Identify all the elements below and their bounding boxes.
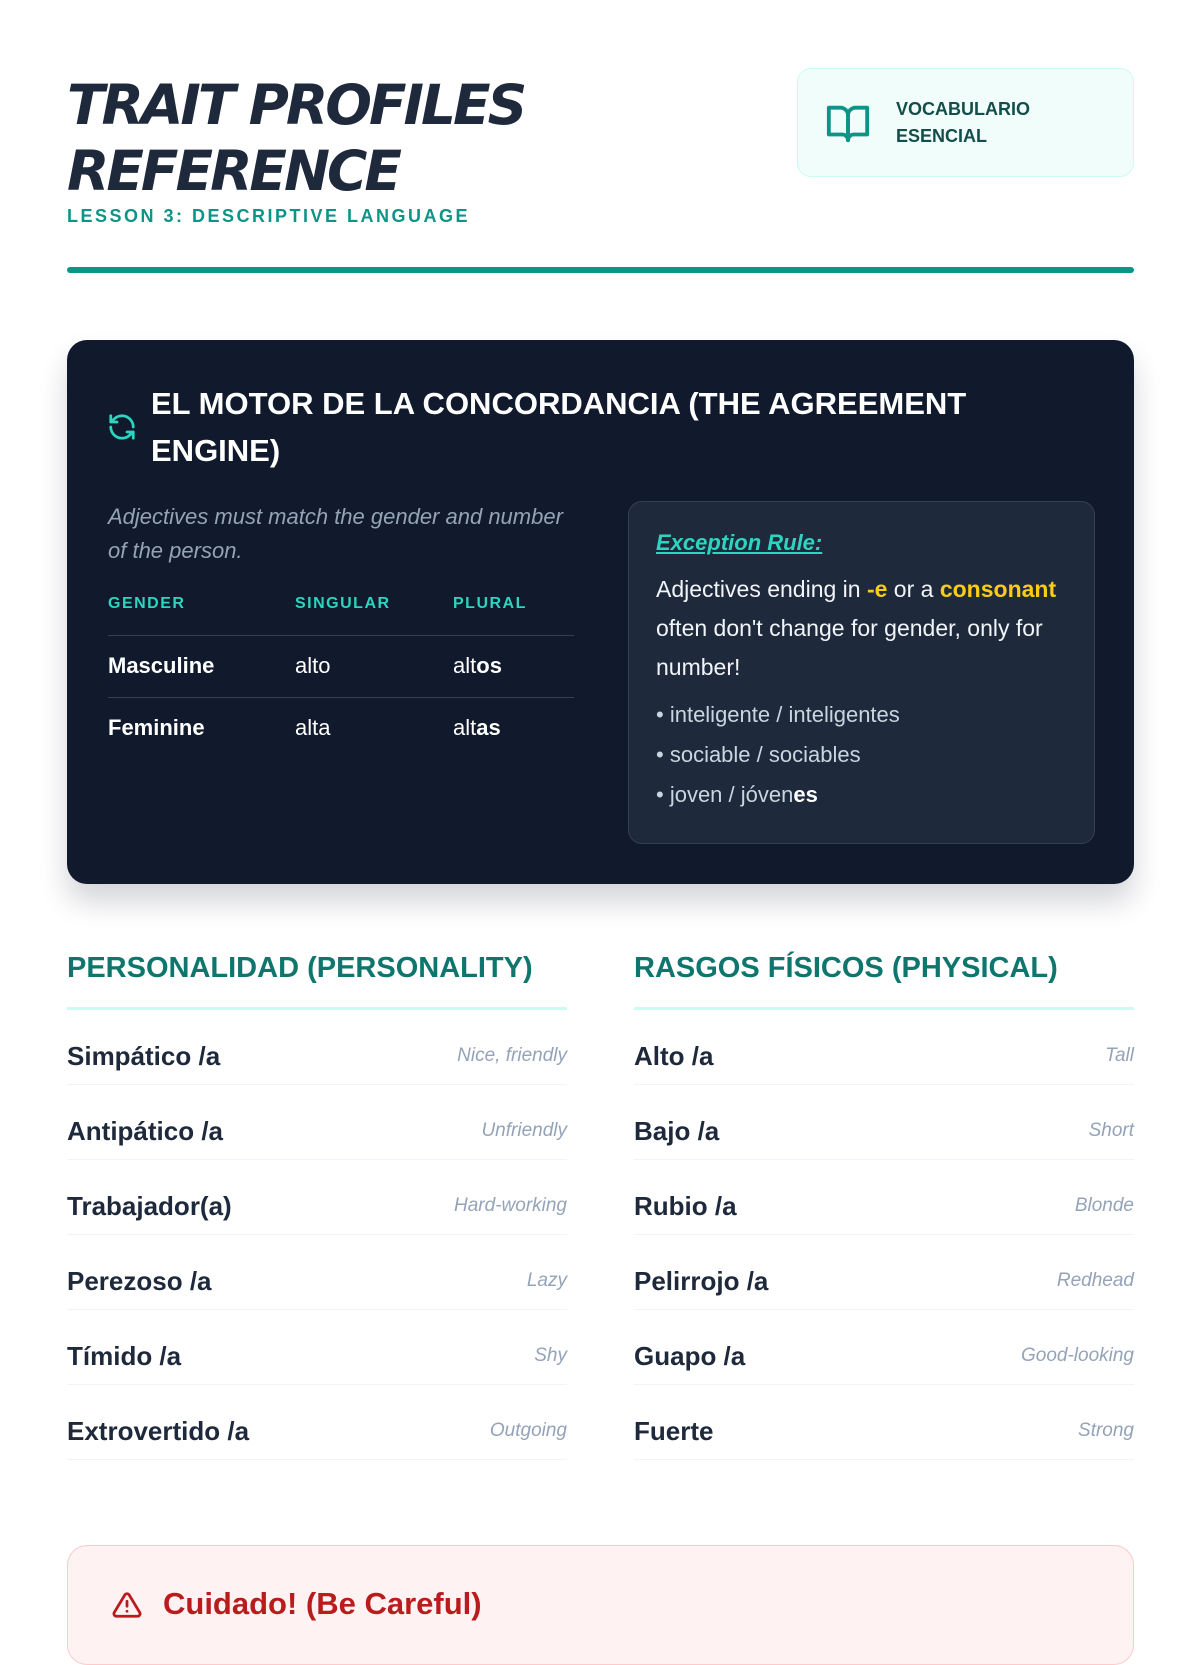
personality-heading: PERSONALIDAD (PERSONALITY) (67, 952, 567, 1010)
agreement-engine-card (67, 340, 1134, 884)
spanish-term: Pelirrojo /a (634, 1265, 769, 1296)
singular-cell: alta (295, 697, 453, 759)
spanish-term: Rubio /a (634, 1190, 737, 1221)
list-item (634, 1085, 1134, 1160)
badge-line-1: VOCABULARIO (896, 98, 1030, 119)
refresh-icon (107, 412, 137, 442)
exception-text-part: or a (887, 576, 940, 602)
spanish-term: Bajo /a (634, 1115, 720, 1146)
english-translation: Outgoing (489, 1420, 567, 1441)
vocabulary-badge-label (896, 96, 1066, 150)
english-translation: Tall (1105, 1045, 1134, 1066)
example-singular: joven (669, 782, 723, 807)
plural-ending: as (476, 715, 501, 741)
list-item (67, 1385, 567, 1460)
lesson-subtitle: LESSON 3: DESCRIPTIVE LANGUAGE (67, 206, 471, 226)
caution-title: Cuidado! (Be Careful) (163, 1586, 482, 1621)
list-item (67, 1085, 567, 1160)
book-open-icon (825, 100, 871, 146)
exception-rule-box (628, 501, 1095, 844)
list-item (634, 1235, 1134, 1310)
example-plural: jóven (740, 782, 794, 807)
highlight-e-ending: -e (866, 576, 888, 602)
exception-examples (656, 695, 1067, 815)
warning-icon (112, 1590, 142, 1620)
list-item (67, 1235, 567, 1310)
spanish-term: Extrovertido /a (67, 1415, 250, 1446)
badge-line-2: ESENCIAL (896, 125, 988, 146)
list-item: • joven / jóvenes (656, 782, 818, 807)
exception-text-part: Adjectives ending in (656, 576, 867, 602)
list-item (634, 1010, 1134, 1085)
highlight-consonant: consonant (939, 576, 1057, 602)
list-item (67, 1160, 567, 1235)
example-plural: sociables (768, 742, 861, 767)
header-divider (67, 267, 1134, 273)
english-translation: Unfriendly (481, 1120, 567, 1141)
page (67, 0, 1134, 1621)
english-translation: Hard-working (454, 1195, 567, 1216)
column-header-gender: GENDER (108, 595, 186, 612)
agreement-engine-description: Adjectives must match the gender and number of the person. (108, 504, 563, 563)
caution-card (67, 1545, 1134, 1665)
table-row (108, 635, 574, 697)
plural-cell (453, 697, 574, 759)
page-title-line-2: REFERENCE (67, 139, 399, 203)
spanish-term: Trabajador(a) (67, 1190, 232, 1221)
list-item (634, 1385, 1134, 1460)
plural-cell (453, 635, 574, 697)
list-item (67, 1310, 567, 1385)
english-translation: Lazy (526, 1270, 567, 1291)
english-translation: Strong (1078, 1420, 1134, 1441)
example-plural-ending: es (793, 782, 818, 807)
agreement-table-header (108, 593, 574, 635)
column-header-singular: SINGULAR (295, 595, 391, 612)
agreement-engine-title: EL MOTOR DE LA CONCORDANCIA (THE AGREEMENT ENGINE) (151, 386, 967, 468)
english-translation: Blonde (1074, 1195, 1134, 1216)
english-translation: Redhead (1056, 1270, 1134, 1291)
page-title (67, 72, 524, 204)
english-translation: Nice, friendly (457, 1045, 567, 1066)
spanish-term: Guapo /a (634, 1340, 746, 1371)
physical-column (634, 952, 1134, 1460)
english-translation: Shy (534, 1345, 567, 1366)
spanish-term: Alto /a (634, 1040, 714, 1071)
list-item (634, 1310, 1134, 1385)
header (67, 0, 1134, 275)
personality-column (67, 952, 567, 1460)
title-block (67, 72, 524, 227)
agreement-table (108, 593, 574, 759)
gender-cell: Masculine (108, 635, 295, 697)
plural-ending: os (476, 653, 502, 678)
spanish-term: Perezoso /a (67, 1265, 212, 1296)
example-singular: sociable (669, 742, 751, 767)
singular-cell: alto (295, 635, 453, 697)
spanish-term: Fuerte (634, 1415, 714, 1446)
plural-stem: alt (453, 715, 477, 741)
spanish-term: Tímido /a (67, 1340, 182, 1371)
spanish-term: Antipático /a (67, 1115, 224, 1146)
example-singular: inteligente (669, 702, 771, 727)
exception-rule-text (656, 570, 1067, 687)
table-row (108, 697, 574, 759)
list-item: • sociable / sociables (656, 742, 861, 767)
page-title-line-1: TRAIT PROFILES (67, 73, 525, 137)
spanish-term: Simpático /a (67, 1040, 221, 1071)
exception-text-part: often don't change for gender, only for number! (656, 615, 1043, 680)
plural-stem: alt (453, 653, 477, 678)
list-item (634, 1160, 1134, 1235)
list-item (67, 1010, 567, 1085)
english-translation: Short (1088, 1120, 1134, 1141)
exception-rule-title: Exception Rule: (656, 530, 823, 555)
english-translation: Good-looking (1020, 1345, 1134, 1366)
gender-cell: Feminine (108, 697, 295, 759)
vocabulary-badge (797, 68, 1134, 177)
example-plural: inteligentes (788, 702, 900, 727)
physical-heading: RASGOS FÍSICOS (PHYSICAL) (634, 952, 1134, 1010)
column-header-plural: PLURAL (453, 595, 527, 612)
list-item: • inteligente / inteligentes (656, 702, 900, 727)
